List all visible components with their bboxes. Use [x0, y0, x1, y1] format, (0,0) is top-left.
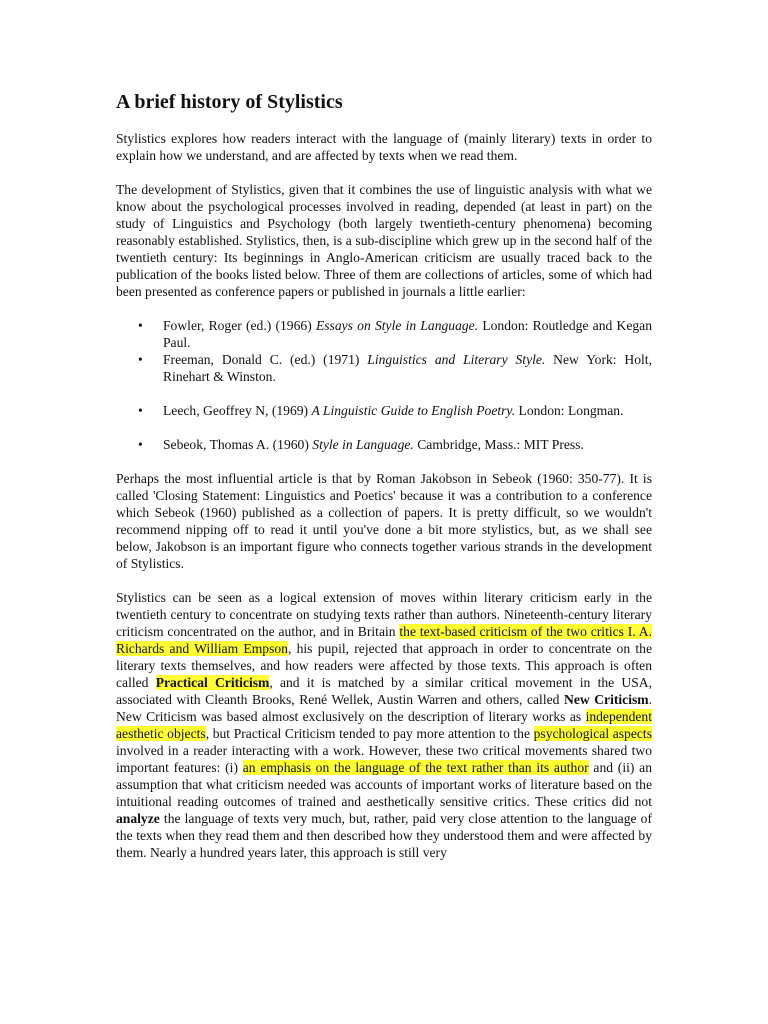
reference-title: Essays on Style in Language. [315, 318, 479, 333]
reference-list [116, 317, 652, 453]
reference-author: Freeman, Donald C. (ed.) (1971) [163, 352, 368, 367]
highlighted-phrase: independent aesthetic objects [116, 709, 652, 741]
bold-term: New Criticism [564, 692, 649, 707]
highlighted-phrase: an emphasis on the language of the text rather than its author [242, 760, 589, 775]
reference-publisher: Cambridge, Mass.: MIT Press. [413, 437, 584, 452]
text-run: , his pupil, rejected that approach in order to concentrate on the literary texts themselves, and how readers were affected by those texts. This approach is often called [116, 641, 652, 690]
highlighted-phrase: the text-based criticism of the two critics I. A. Richards and William Empson [116, 624, 652, 656]
reference-author: Leech, Geoffrey N, (1969) [163, 403, 312, 418]
development-paragraph: The development of Stylistics, given that it combines the use of linguistic analysis with what we know about the psychological processes involved in reading, depended (at least in part) on the study of Linguistics and Psychology (both largely twentieth-century phenomena) becoming reasonably established. Stylistics, then, is a sub-discipline which grew up in the second half of the twentieth century: Its beginnings in Anglo-American criticism are usually traced back to the publication of the books listed below. Three of them are collections of articles, some of which had been presented as conference papers or published in journals a little earlier: [116, 182, 652, 299]
reference-publisher: New York: Holt, Rinehart & Winston. [163, 352, 652, 384]
reference-publisher: London: Routledge and Kegan Paul. [163, 318, 652, 350]
text-run: and (ii) an assumption that what criticism needed was accounts of important works of literature based on the intuitional reading outcomes of trained and aesthetically sensitive critics. These critics did not [116, 760, 652, 809]
text-run: . New Criticism was based almost exclusively on the description of literary works as [116, 692, 653, 724]
reference-item [116, 317, 652, 351]
text-run: , but Practical Criticism tended to pay more attention to the [205, 726, 534, 741]
page-title: A brief history of Stylistics [116, 91, 343, 113]
reference-title: Style in Language. [312, 437, 414, 452]
reference-title: A Linguistic Guide to English Poetry. [311, 403, 516, 418]
document-body [116, 0, 652, 861]
criticism-paragraph [116, 589, 652, 861]
reference-item [116, 436, 652, 453]
reference-title: Linguistics and Literary Style. [367, 352, 546, 367]
bold-term: analyze [116, 811, 160, 826]
reference-publisher: London: Longman. [515, 403, 624, 418]
highlighted-bold-term: Practical Criticism [155, 675, 270, 690]
jakobson-paragraph: Perhaps the most influential article is that by Roman Jakobson in Sebeok (1960: 350-77). It is called 'Closing Statement: Linguistics and Poetics' because it was a contribution to a conference which Sebeok (1960) published as a collection of papers. It is pretty difficult, so we wouldn't recommend nipping off to read it until you've done a bit more stylistics, but, as we shall see below, Jakobson is an important figure who connects together various strands in the development of Stylistics. [116, 471, 652, 571]
text-run: the language of texts very much, but, rather, paid very close attention to the language of the texts when they read them and then described how they understood them and were affected by them. Nearly a hundred years later, this approach is still very [116, 811, 652, 860]
intro-paragraph: Stylistics explores how readers interact with the language of (mainly literary) texts in order to explain how we understand, and are affected by texts when we read them. [116, 131, 652, 163]
highlighted-phrase: psychological aspects [533, 726, 652, 741]
text-run: Stylistics can be seen as a logical extension of moves within literary criticism early in the twentieth century to concentrate on studying texts rather than authors. Nineteenth-century literary criticism concentrated on the author, and in Britain [116, 590, 652, 639]
reference-author: Fowler, Roger (ed.) (1966) [163, 318, 316, 333]
text-run: involved in a reader interacting with a work. However, these two critical movements shared two important features: (i) [116, 743, 652, 775]
reference-item [116, 351, 652, 385]
reference-item [116, 402, 652, 419]
reference-author: Sebeok, Thomas A. (1960) [163, 437, 313, 452]
text-run: , and it is matched by a similar critical movement in the USA, associated with Cleanth Brooks, René Wellek, Austin Warren and others, called [116, 675, 653, 707]
